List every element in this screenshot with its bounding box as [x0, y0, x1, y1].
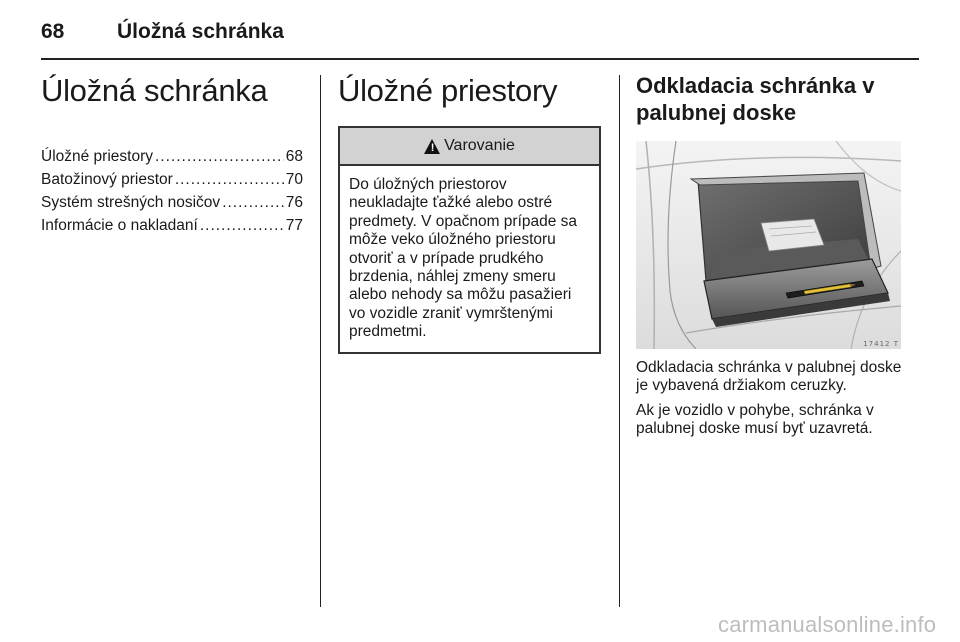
right-column: [636, 72, 906, 439]
warning-box: [338, 126, 601, 354]
column-divider: [619, 75, 620, 607]
column-divider: [320, 75, 321, 607]
glovebox-illustration: [636, 141, 901, 349]
left-column: [41, 72, 303, 240]
toc-entry-title: Informácie o nakladaní: [41, 217, 198, 234]
toc-entry-page: 68: [285, 148, 303, 165]
section-title: Úložné priestory: [338, 73, 558, 108]
toc-entry-title: Úložné priestory: [41, 148, 153, 165]
toc-entry[interactable]: [41, 194, 303, 217]
header-title: Úložná schránka: [117, 20, 284, 43]
subsection-title: Odkladacia schránka v palubnej doske: [636, 73, 875, 125]
toc-entry[interactable]: [41, 171, 303, 194]
toc-leader: [222, 194, 284, 212]
toc-leader: [200, 217, 284, 235]
figure-caption: 17412 T: [863, 340, 899, 348]
body-paragraph: Odkladacia schránka v palubnej doske je vybavená držiakom ceruzky.: [636, 359, 902, 395]
warning-header: [340, 128, 599, 166]
watermark: carmanualsonline.info: [718, 612, 937, 637]
toc-leader: [175, 171, 284, 189]
toc-entry-page: 70: [285, 171, 303, 188]
page-header: [41, 20, 284, 44]
toc-entry-page: 77: [285, 217, 303, 234]
header-rule: [41, 58, 919, 60]
toc-entry[interactable]: [41, 148, 303, 171]
warning-text: Do úložných priestorov neukladajte ťažké alebo ostré predmety. V opačnom prípade sa môže veko úložného priestoru otvoriť a v prípade prudkého brzdenia, náhlej zmeny smeru alebo nehody sa môžu pasažieri vo vozidle zraniť vymrštenými predmetmi.: [349, 176, 578, 341]
table-of-contents: [41, 148, 303, 240]
warning-triangle-icon: !: [424, 139, 441, 154]
chapter-title: Úložná schránka: [41, 73, 268, 108]
warning-label: Varovanie: [444, 137, 515, 154]
toc-entry[interactable]: [41, 217, 303, 240]
glovebox-drawing: [636, 141, 901, 349]
page-number: 68: [41, 20, 65, 43]
toc-leader: [155, 148, 284, 166]
toc-entry-page: 76: [285, 194, 303, 211]
toc-entry-title: Systém strešných nosičov: [41, 194, 221, 211]
middle-column: [338, 72, 601, 354]
body-paragraph: Ak je vozidlo v pohybe, schránka v palubnej doske musí byť uzavretá.: [636, 401, 874, 438]
toc-entry-title: Batožinový priestor: [41, 171, 173, 188]
